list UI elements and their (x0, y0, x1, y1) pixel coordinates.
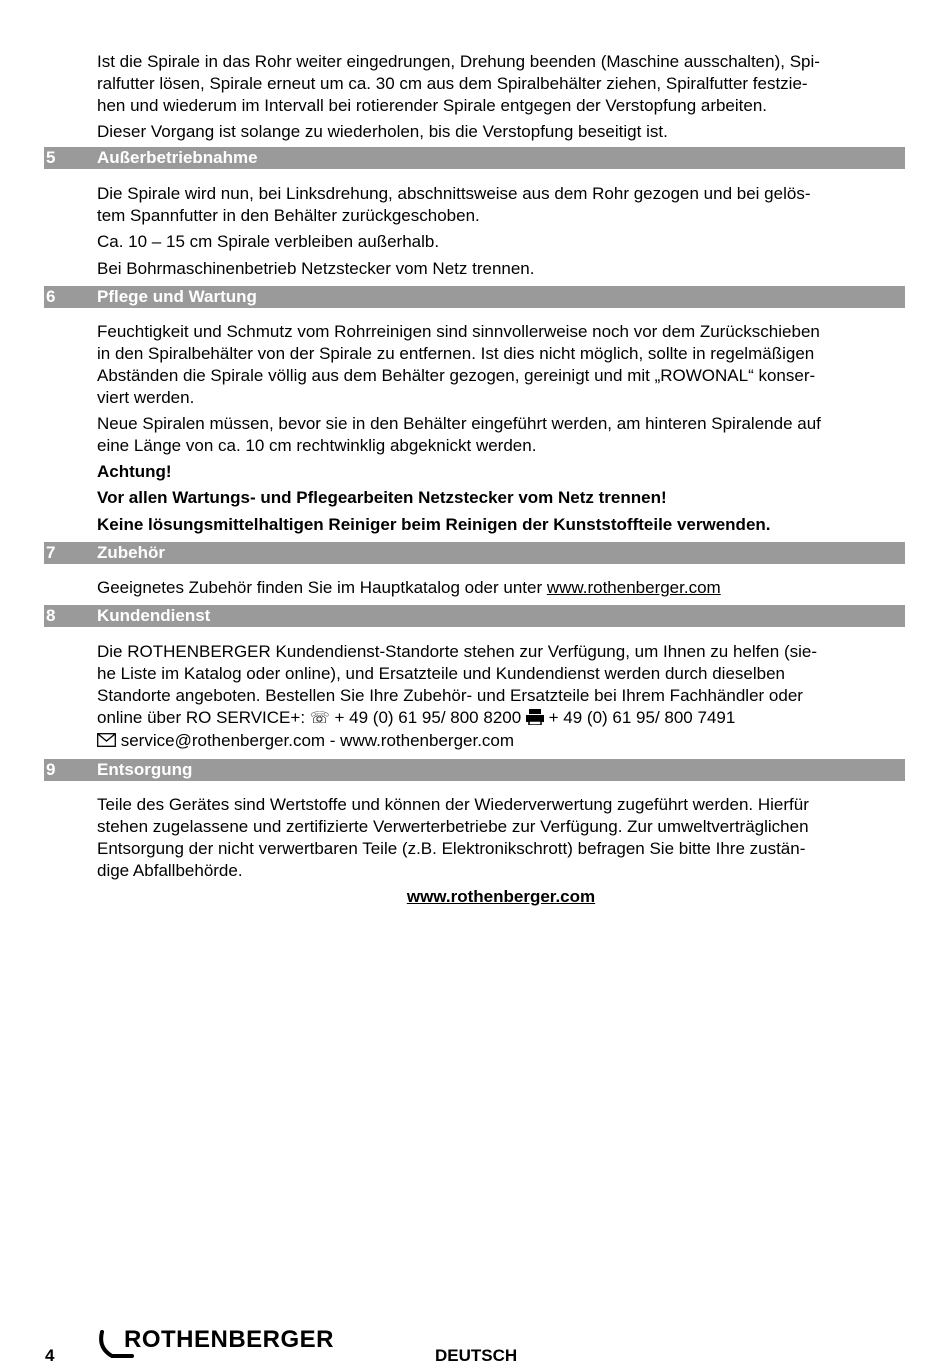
section-number: 6 (46, 287, 56, 306)
intro-paragraph (97, 51, 905, 117)
email-line (97, 730, 905, 752)
intro-paragraph-2: Dieser Vorgang ist solange zu wiederholen, bis die Verstopfung beseitigt ist. (97, 122, 668, 141)
text-line: viert werden. (97, 388, 195, 407)
section-5-paragraph-3: Bei Bohrmaschinenbetrieb Netzstecker vom Netz trennen. (97, 259, 535, 278)
warning-heading: Achtung! (97, 462, 172, 481)
text-line: Die ROTHENBERGER Kundendienst-Standorte stehen zur Verfügung, um Ihnen zu helfen (sie- (97, 642, 818, 661)
text-line: he Liste im Katalog oder online), und Ersatzteile und Kundendienst werden durch dieselben (97, 664, 786, 683)
telephone-icon: ☏ (309, 710, 330, 727)
text-line: stehen zugelassene und zertifizierte Verwerterbetriebe zur Verfügung. Zur umweltverträglichen (97, 817, 809, 836)
section-5-paragraph (97, 183, 905, 227)
section-8-paragraph (97, 641, 905, 752)
fax-number: + 49 (0) 61 95/ 800 7491 (543, 708, 736, 727)
brand-name: ROTHENBERGER (124, 1326, 335, 1353)
section-title: Entsorgung (97, 760, 193, 779)
text-line: dige Abfallbehörde. (97, 861, 243, 880)
service-line (97, 707, 905, 730)
section-number: 7 (46, 543, 56, 562)
text-line: Entsorgung der nicht verwertbaren Teile (z.B. Elektronikschrott) befragen Sie bitte Ihre zustän- (97, 839, 806, 858)
warning-text-2: Keine lösungsmittelhaltigen Reiniger beim Reinigen der Kunststoffteile verwenden. (97, 515, 771, 534)
section-header-5 (44, 147, 905, 169)
section-title: Außerbetriebnahme (97, 148, 258, 167)
phone-number: + 49 (0) 61 95/ 800 8200 (329, 708, 526, 727)
section-7-paragraph (97, 577, 905, 599)
section-header-8 (44, 605, 905, 627)
section-title: Kundendienst (97, 606, 211, 625)
fax-icon (526, 708, 544, 727)
closing-website-link[interactable]: www.rothenberger.com (406, 887, 596, 906)
text-span: Geeignetes Zubehör finden Sie im Hauptkatalog oder unter (97, 578, 547, 597)
section-number: 8 (46, 606, 56, 625)
text-line: Abständen die Spirale völlig aus dem Behälter gezogen, gereinigt und mit „ROWONAL“ konser- (97, 366, 816, 385)
text-line: ralfutter lösen, Spirale erneut um ca. 30 cm aus dem Spiralbehälter ziehen, Spiralfutter festzie- (97, 74, 808, 93)
section-number: 9 (46, 760, 56, 779)
section-title: Pflege und Wartung (97, 287, 257, 306)
section-6-paragraph-2 (97, 413, 905, 457)
section-5-paragraph-2: Ca. 10 – 15 cm Spirale verbleiben außerhalb. (97, 232, 440, 251)
section-number: 5 (46, 148, 56, 167)
text-line: Feuchtigkeit und Schmutz vom Rohrreinigen sind sinnvollerweise noch vor dem Zurückschieben (97, 322, 820, 341)
service-prefix: online über RO SERVICE+: (97, 708, 310, 727)
section-header-7 (44, 542, 905, 564)
text-line: tem Spannfutter in den Behälter zurückgeschoben. (97, 206, 480, 225)
text-line: Ist die Spirale in das Rohr weiter eingedrungen, Drehung beenden (Maschine ausschalten), Spi- (97, 52, 820, 71)
page-number: 4 (45, 1346, 55, 1365)
section-title: Zubehör (97, 543, 165, 562)
text-line: Neue Spiralen müssen, bevor sie in den Behälter eingeführt werden, am hinteren Spiralende auf (97, 414, 821, 433)
section-header-6 (44, 286, 905, 308)
text-line: Die Spirale wird nun, bei Linksdrehung, abschnittsweise aus dem Rohr gezogen und bei gelös- (97, 184, 811, 203)
section-9-paragraph (97, 794, 905, 882)
language-label: DEUTSCH (435, 1346, 518, 1365)
text-line: Standorte angeboten. Bestellen Sie Ihre Zubehör- und Ersatzteile bei Ihrem Fachhändler oder (97, 686, 803, 705)
text-line: Teile des Gerätes sind Wertstoffe und können der Wiederverwertung zugeführt werden. Hierfür (97, 795, 809, 814)
text-line: eine Länge von ca. 10 cm rechtwinklig abgeknickt werden. (97, 436, 537, 455)
section-6-paragraph (97, 321, 905, 409)
website-link[interactable]: www.rothenberger.com (546, 578, 721, 597)
warning-text: Vor allen Wartungs- und Pflegearbeiten Netzstecker vom Netz trennen! (97, 488, 667, 507)
brand-logo (96, 1326, 356, 1362)
envelope-icon (97, 731, 116, 750)
section-header-9 (44, 759, 905, 781)
email-text[interactable]: service@rothenberger.com - www.rothenberger.com (116, 731, 515, 750)
text-line: in den Spiralbehälter von der Spirale zu entfernen. Ist dies nicht möglich, sollte in regelmäßigen (97, 344, 815, 363)
text-line: hen und wiederum im Intervall bei rotierender Spirale entgegen der Verstopfung arbeiten. (97, 96, 768, 115)
